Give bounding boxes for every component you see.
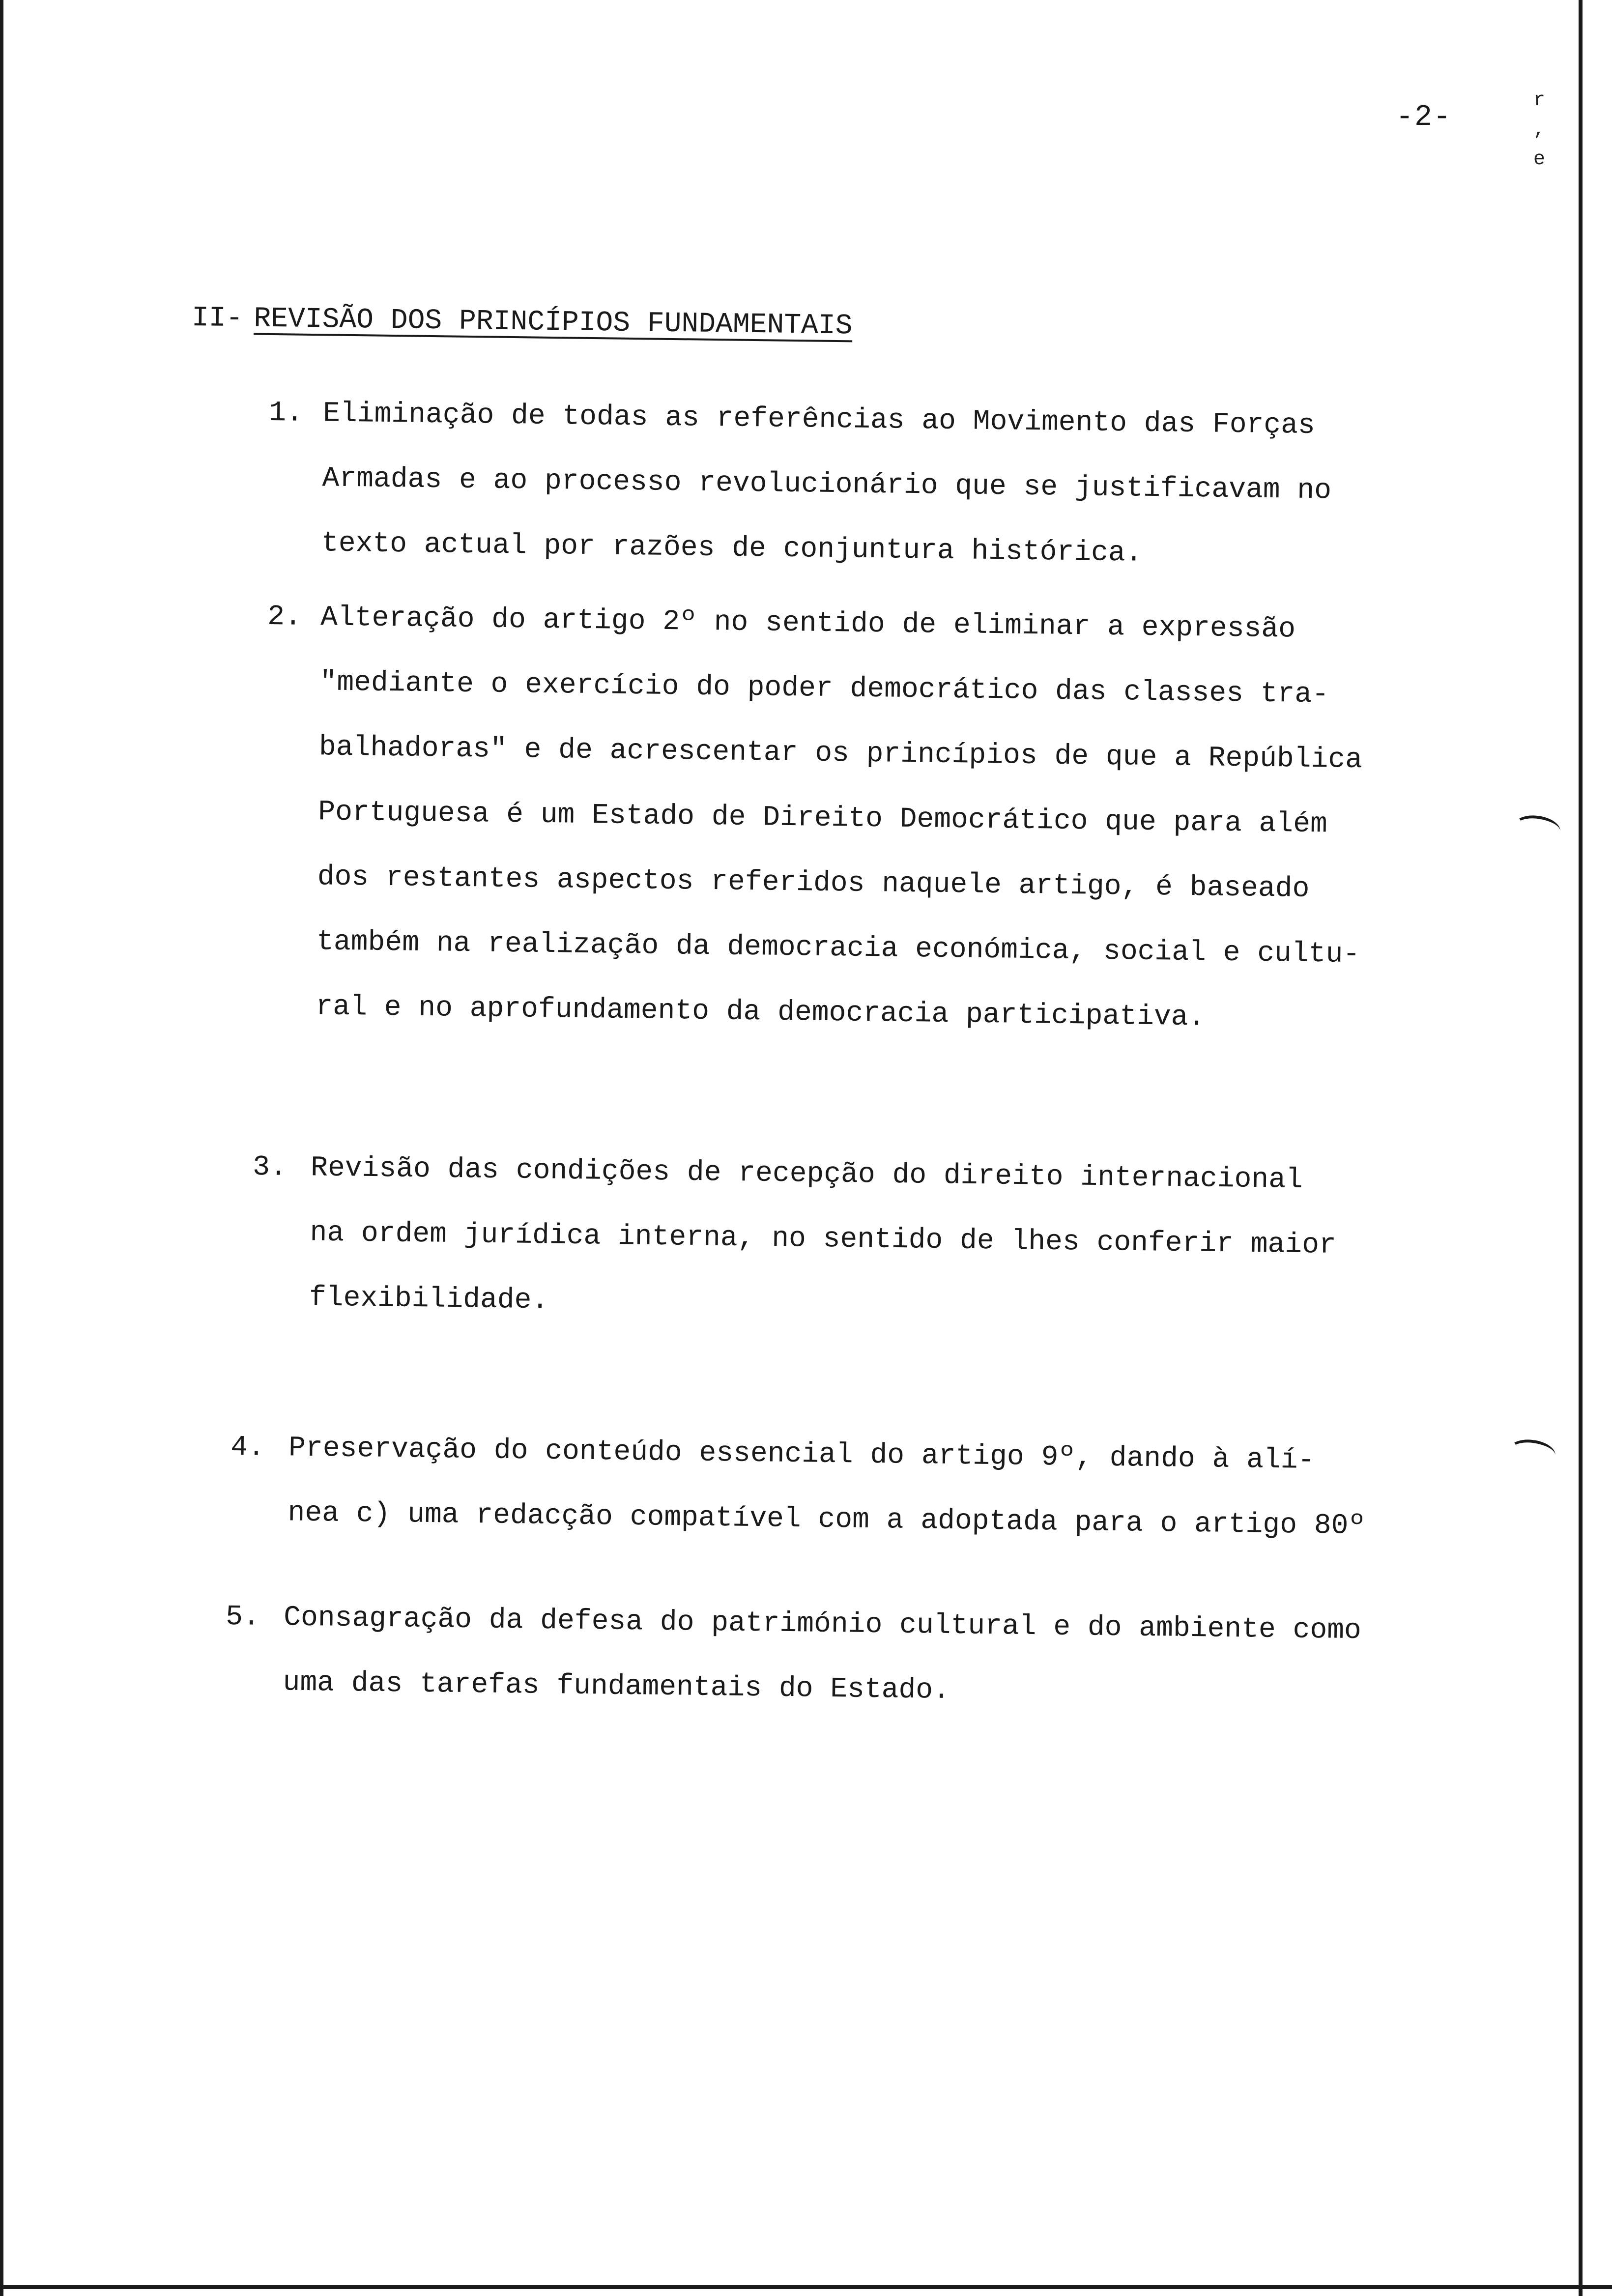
margin-bracket-mark	[1512, 813, 1562, 844]
margin-marks	[1533, 86, 1545, 174]
list-item	[262, 585, 1364, 1052]
item-text-line: na ordem jurídica interna, no sentido de lhes conferir maior	[310, 1217, 1337, 1262]
item-text-line: nea c) uma redacção compatível com a adoptada para o artigo 80º	[288, 1497, 1366, 1543]
item-number: 4.	[230, 1431, 265, 1464]
item-text-line: texto actual por razões de conjuntura histórica.	[321, 527, 1143, 570]
item-number: 3.	[252, 1151, 288, 1184]
section-heading	[192, 302, 853, 342]
list-item	[230, 1415, 1367, 1559]
item-text-line: uma das tarefas fundamentais do Estado.	[283, 1666, 950, 1707]
item-text-line: dos restantes aspectos referidos naquele artigo, é baseado	[317, 861, 1310, 905]
item-text-line: Revisão das condições de recepção do direito internacional	[310, 1152, 1303, 1197]
margin-bracket-mark	[1507, 1437, 1557, 1468]
item-number: 5.	[225, 1601, 260, 1634]
margin-mark: e	[1533, 148, 1546, 171]
item-text-line: Consagração da defesa do património cultural e do ambiente como	[283, 1602, 1362, 1647]
section-title: REVISÃO DOS PRINCÍPIOS FUNDAMENTAIS	[254, 303, 853, 343]
margin-mark: ,	[1533, 119, 1546, 141]
item-text-line: ral e no aprofundamento da democracia participativa.	[316, 991, 1206, 1034]
item-text-line: balhadoras" e de acrescentar os princípios de que a República	[318, 731, 1363, 776]
right-border-line	[1579, 0, 1583, 2296]
item-text-line: flexibilidade.	[309, 1282, 549, 1317]
list-item	[251, 1135, 1337, 1343]
item-text-line: Eliminação de todas as referências ao Movimento das Forças	[322, 398, 1316, 442]
item-text-line: também na realização da democracia económica, social e cultu-	[316, 926, 1360, 971]
left-border-line	[0, 0, 3, 2296]
item-text-line: "mediante o exercício do poder democrático das classes tra-	[319, 666, 1329, 711]
item-number: 1.	[268, 397, 304, 430]
list-item	[225, 1585, 1362, 1728]
item-text-line: Armadas e ao processo revolucionário que se justificavam no	[322, 462, 1332, 507]
list-item	[267, 381, 1332, 588]
item-text-line: Alteração do artigo 2º no sentido de eliminar a expressão	[320, 602, 1296, 646]
item-text-line: Portuguesa é um Estado de Direito Democrático que para além	[317, 796, 1328, 841]
page-number: -2-	[1396, 101, 1452, 134]
margin-mark: r	[1533, 89, 1546, 112]
bottom-border-line	[0, 2285, 1612, 2289]
section-number: II-	[191, 302, 243, 335]
item-number: 2.	[267, 601, 302, 633]
item-text-line: Preservação do conteúdo essencial do artigo 9º, dando à alí-	[288, 1432, 1315, 1477]
